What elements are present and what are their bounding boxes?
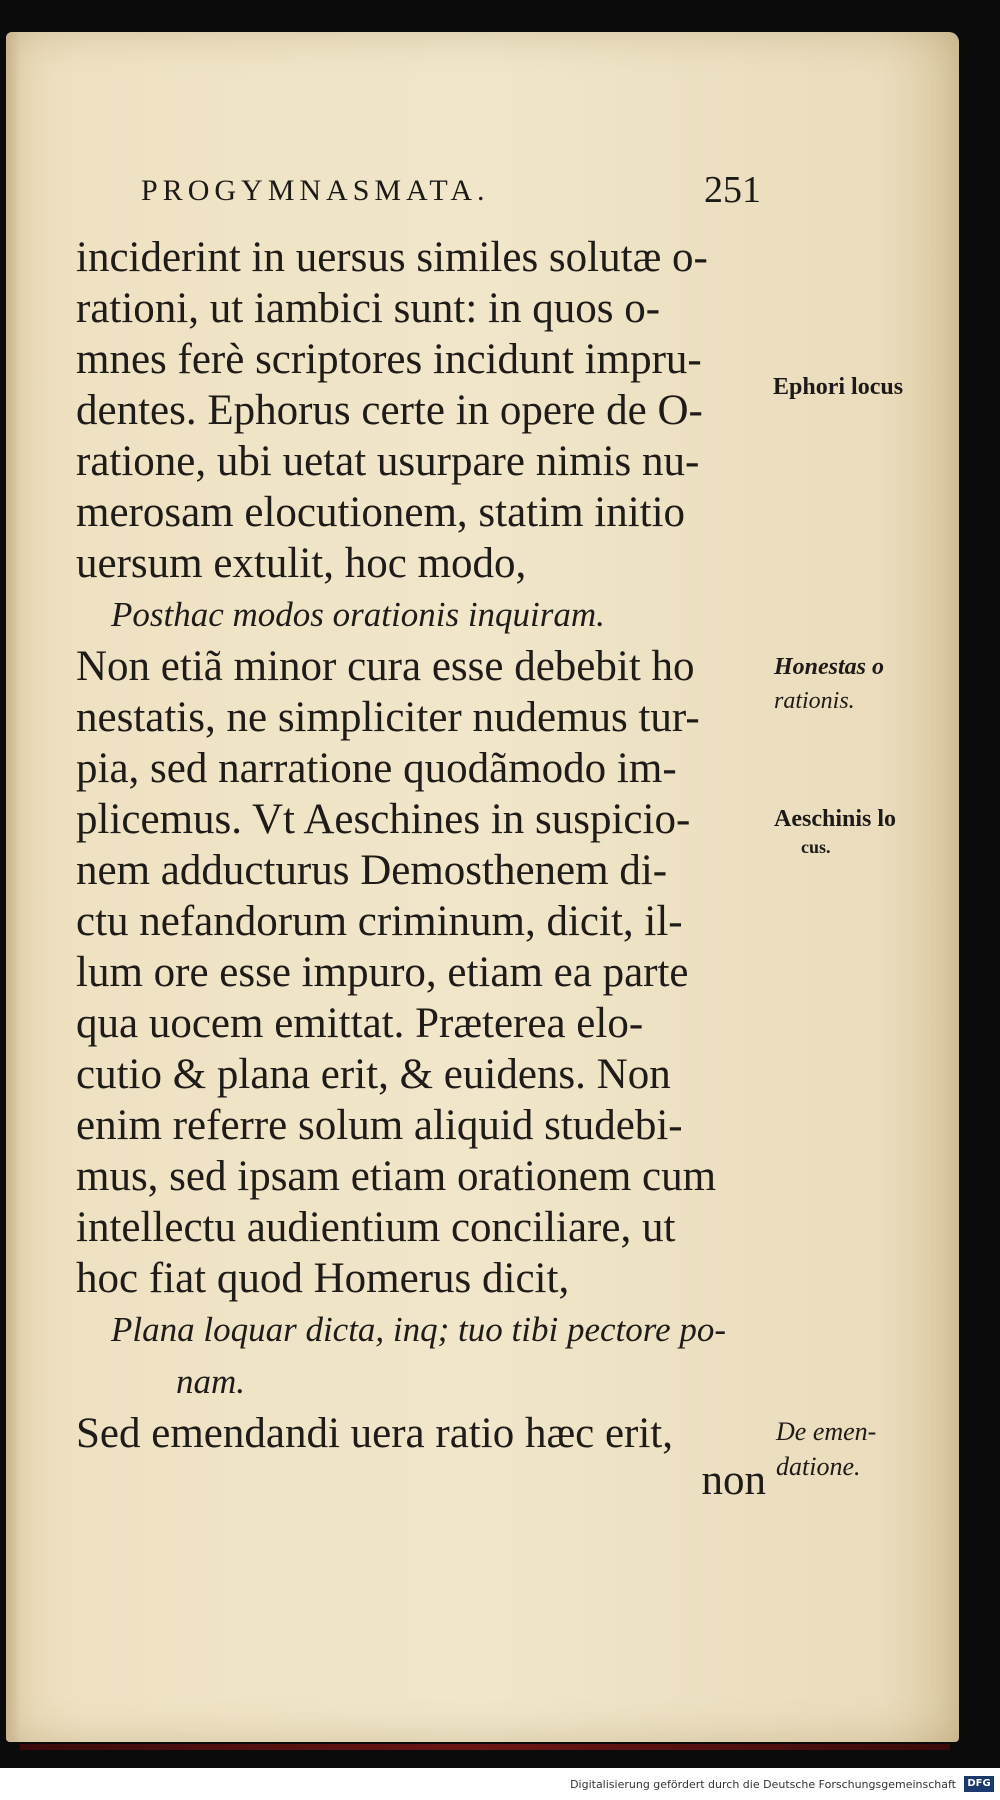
text-line: ctu nefandorum criminum, dicit, il- xyxy=(76,898,683,945)
margin-note-emendatione: De emen- xyxy=(776,1417,877,1446)
digitization-footer xyxy=(0,1768,1000,1800)
catchword: non xyxy=(701,1457,766,1504)
margin-note-emendatione-cont: datione. xyxy=(776,1452,861,1481)
text-line: merosam elocutionem, statim initio xyxy=(76,489,686,536)
text-line: cutio & plana erit, & euidens. Non xyxy=(76,1051,671,1098)
text-line: nem adducturus Demosthenem di- xyxy=(76,847,668,894)
text-line: intellectu audientium conciliare, ut xyxy=(76,1204,676,1251)
text-line: qua uocem emittat. Præterea elo- xyxy=(76,1000,644,1047)
main-text-block xyxy=(76,232,776,1506)
margin-note-honestas-cont: rationis. xyxy=(774,688,855,714)
margin-note-ephori: Ephori locus xyxy=(773,374,904,400)
page-number: 251 xyxy=(704,169,761,211)
text-line: Non etiã minor cura esse debebit ho xyxy=(76,643,695,690)
text-line: uersum extulit, hoc modo, xyxy=(76,540,527,587)
page-header xyxy=(141,169,761,214)
verse-quotation: Posthac modos orationis inquiram. xyxy=(111,595,605,634)
text-line: pia, sed narratione quodãmodo im- xyxy=(76,745,677,792)
text-line: inciderint in uersus similes solutæ o- xyxy=(76,234,708,281)
text-line: nestatis, ne simpliciter nudemus tur- xyxy=(76,694,700,741)
text-line: Sed emendandi uera ratio hæc erit, xyxy=(76,1410,674,1457)
verse-quotation: Plana loquar dicta, inq; tuo tibi pectore po- xyxy=(111,1310,727,1349)
text-line: hoc fiat quod Homerus dicit, xyxy=(76,1255,570,1302)
margin-note-honestas: Honestas o xyxy=(774,654,885,680)
text-line: lum ore esse impuro, etiam ea parte xyxy=(76,949,689,996)
page-gutter-edge xyxy=(6,32,20,1742)
text-line: enim referre solum aliquid studebi- xyxy=(76,1102,683,1149)
bookmark-ribbon xyxy=(20,1744,950,1750)
dfg-logo-icon: DFG xyxy=(964,1776,994,1792)
verse-quotation-continued: nam. xyxy=(176,1362,246,1401)
text-line: dentes. Ephorus certe in opere de O- xyxy=(76,387,703,434)
text-line: mus, sed ipsam etiam orationem cum xyxy=(76,1153,717,1200)
text-line: plicemus. Vt Aeschines in suspicio- xyxy=(76,796,691,843)
running-title: PROGYMNASMATA. xyxy=(141,174,490,207)
margin-note-aeschinis-cont: cus. xyxy=(801,837,831,857)
digitization-credit: Digitalisierung gefördert durch die Deutsche Forschungsgemeinschaft xyxy=(570,1778,956,1791)
margin-note-aeschinis: Aeschinis lo xyxy=(774,806,897,832)
text-line: ratione, ubi uetat usurpare nimis nu- xyxy=(76,438,700,485)
text-line: rationi, ut iambici sunt: in quos o- xyxy=(76,285,661,332)
text-line: mnes ferè scriptores incidunt impru- xyxy=(76,336,702,383)
book-page xyxy=(6,32,959,1742)
